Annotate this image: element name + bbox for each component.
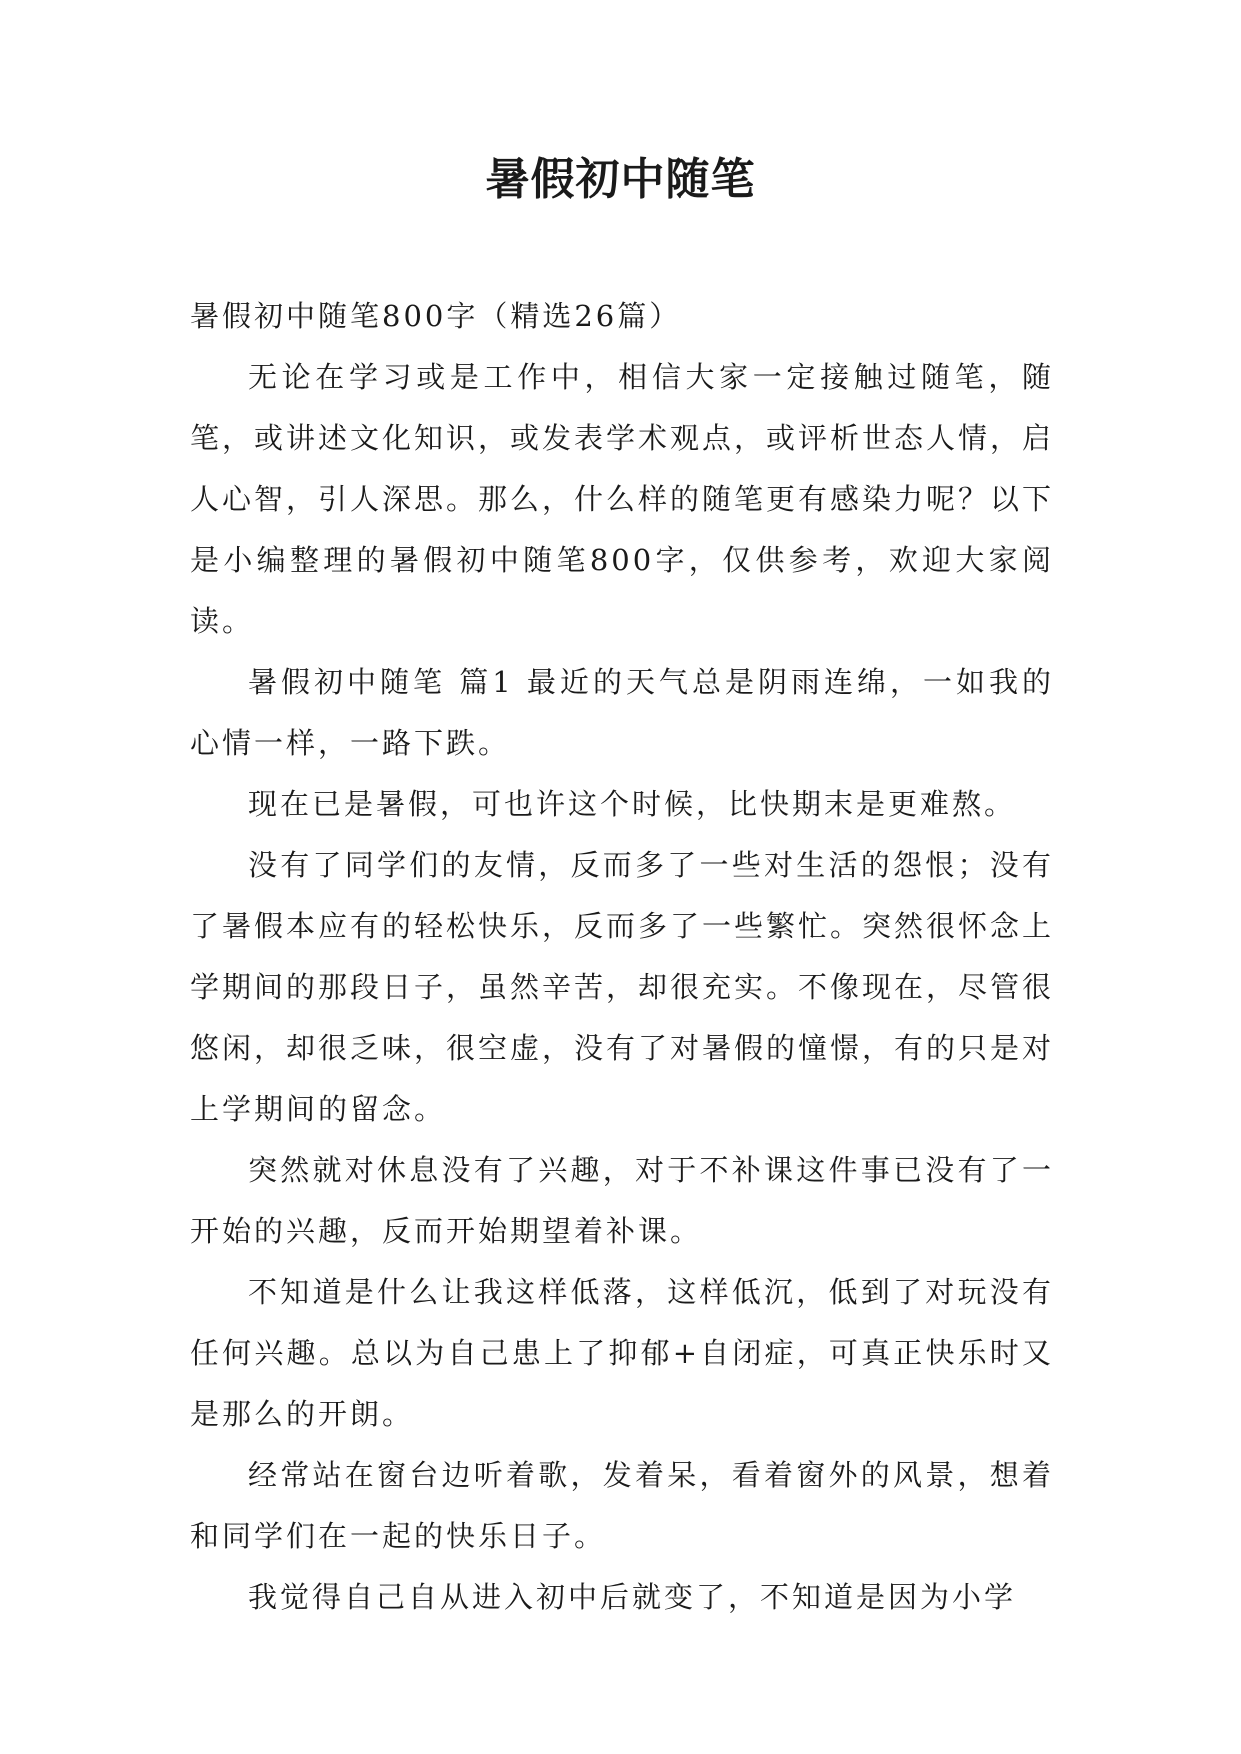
document-subtitle: 暑假初中随笔800字（精选26篇） xyxy=(190,299,682,333)
paragraph: 我觉得自己自从进入初中后就变了，不知道是因为小学 xyxy=(248,1580,1017,1614)
paragraph: 突然就对休息没有了兴趣，对于不补课这件事已没有了一开始的兴趣，反而开始期望着补课。 xyxy=(190,1153,1054,1248)
paragraph: 现在已是暑假，可也许这个时候，比快期末是更难熬。 xyxy=(248,787,1017,821)
paragraph-essay-1-start: 暑假初中随笔 篇1 最近的天气总是阴雨连绵，一如我的心情一样，一路下跌。 xyxy=(190,665,1054,760)
paragraph-intro: 无论在学习或是工作中，相信大家一定接触过随笔，随笔，或讲述文化知识，或发表学术观点，或评析世态人情，启人心智，引人深思。那么，什么样的随笔更有感染力呢？以下是小编整理的暑假初中随笔800字，仅供参考，欢迎大家阅读。 xyxy=(190,360,1055,638)
paragraph: 不知道是什么让我这样低落，这样低沉，低到了对玩没有任何兴趣。总以为自己患上了抑郁+自闭症，可真正快乐时又是那么的开朗。 xyxy=(190,1275,1054,1431)
document-body xyxy=(190,286,1054,1628)
paragraph: 没有了同学们的友情，反而多了一些对生活的怨恨；没有了暑假本应有的轻松快乐，反而多了一些繁忙。突然很怀念上学期间的那段日子，虽然辛苦，却很充实。不像现在，尽管很悠闲，却很乏味，很空虚，没有了对暑假的憧憬，有的只是对上学期间的留念。 xyxy=(190,848,1055,1126)
paragraph: 经常站在窗台边听着歌，发着呆，看着窗外的风景，想着和同学们在一起的快乐日子。 xyxy=(190,1458,1054,1553)
document-title: 暑假初中随笔 xyxy=(485,154,756,205)
